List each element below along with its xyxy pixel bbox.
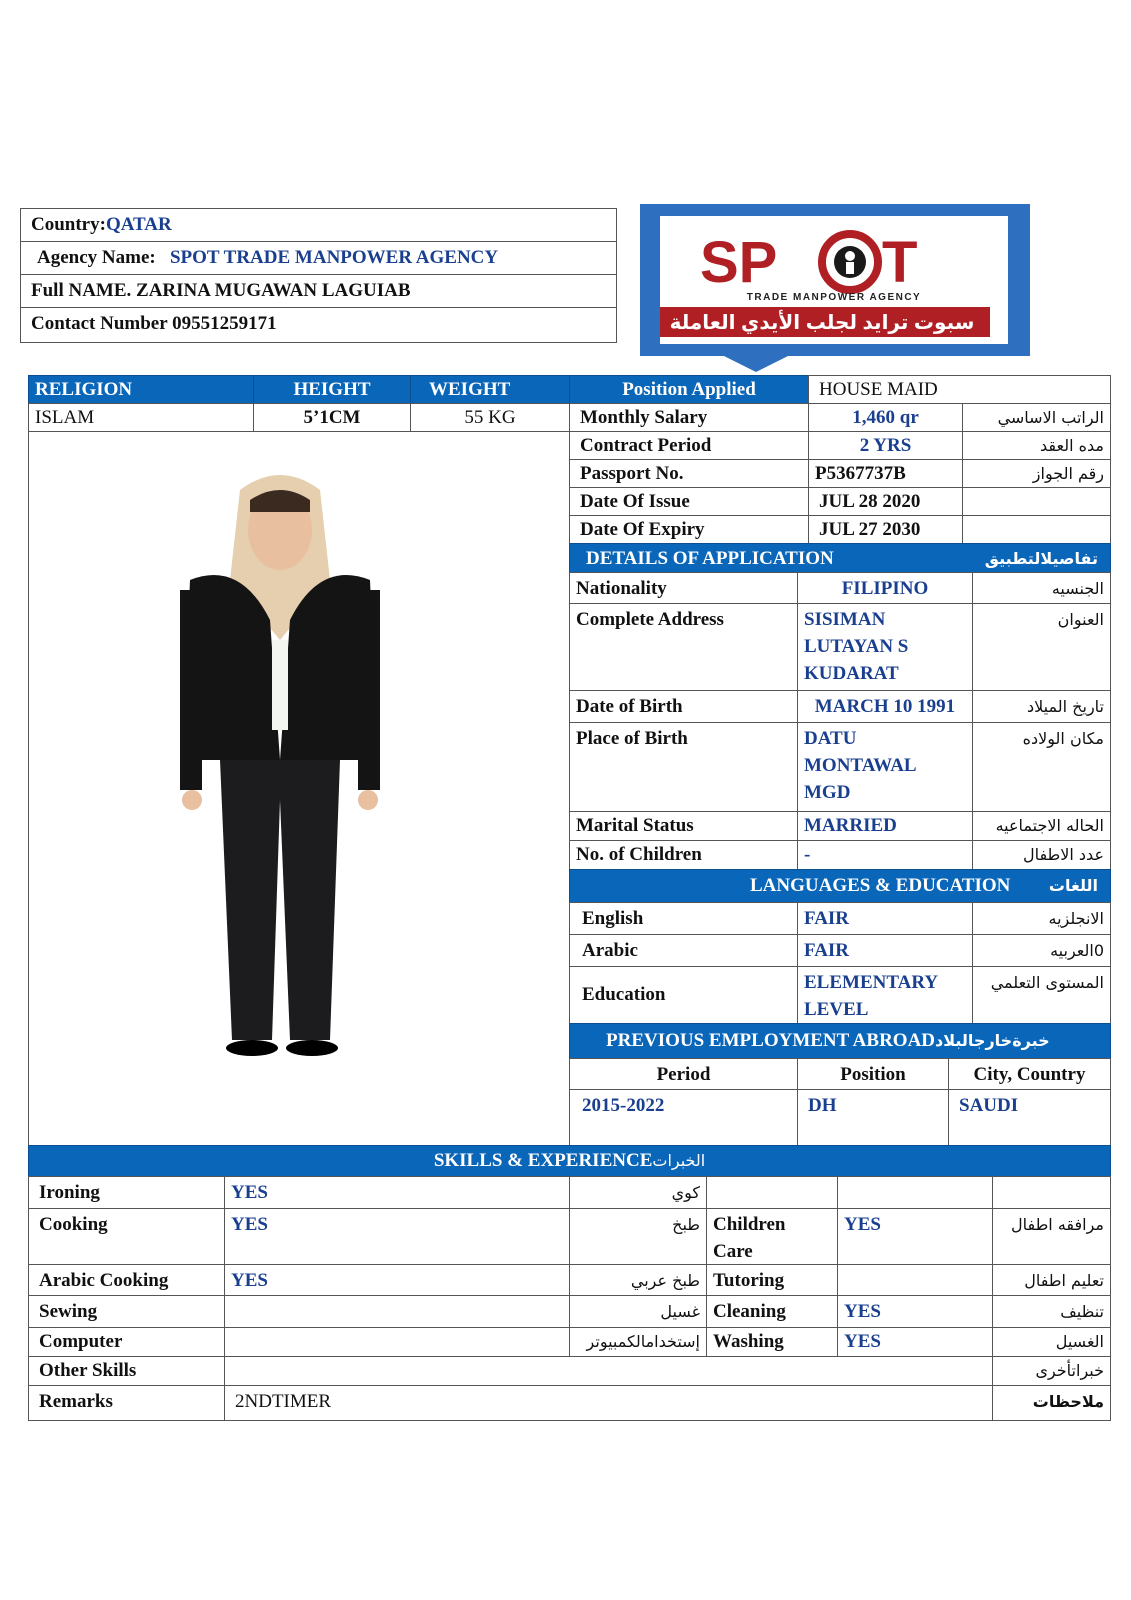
salary-label: Monthly Salary bbox=[569, 403, 809, 432]
skill-cooking-ar: طبخ bbox=[569, 1208, 707, 1265]
address-line-2: LUTAYAN S bbox=[804, 636, 909, 657]
skill-tutoring-label: Tutoring bbox=[706, 1264, 838, 1296]
applicant-figure bbox=[180, 470, 380, 1070]
address-line-1: SISIMAN bbox=[804, 609, 886, 630]
weight-header: WEIGHT bbox=[410, 375, 570, 404]
spot-logo bbox=[660, 216, 1008, 344]
education-line-1: ELEMENTARY bbox=[804, 972, 939, 993]
skill-computer-label: Computer bbox=[28, 1327, 225, 1357]
arabic-value: FAIR bbox=[797, 934, 973, 967]
issue-label: Date Of Issue bbox=[569, 487, 809, 516]
skill-ironing-label: Ironing bbox=[28, 1176, 225, 1209]
nationality-label: Nationality bbox=[569, 572, 798, 604]
languages-header bbox=[569, 869, 1111, 903]
skill-children-care-label-1: Children bbox=[713, 1214, 786, 1235]
address-value bbox=[797, 603, 973, 691]
fullname-label: Full NAME. bbox=[31, 280, 132, 301]
passport-value: P5367737B bbox=[808, 459, 963, 488]
passport-ar: رقم الجواز bbox=[962, 459, 1111, 488]
skill-arabic-cooking-value: YES bbox=[224, 1264, 570, 1296]
skill-cooking-label: Cooking bbox=[28, 1208, 225, 1265]
logo-panel bbox=[660, 216, 1008, 344]
marital-value: MARRIED bbox=[797, 811, 973, 841]
children-count-ar: عدد الاطفال bbox=[972, 840, 1111, 870]
skill-tutoring-value bbox=[837, 1264, 993, 1296]
address-line-3: KUDARAT bbox=[804, 663, 899, 684]
details-title-ar: تفاصيلالتطبيق bbox=[984, 549, 1098, 568]
skill-computer-value bbox=[224, 1327, 570, 1357]
skill-cleaning-label: Cleaning bbox=[706, 1295, 838, 1328]
skill-cleaning-ar: تنظيف bbox=[992, 1295, 1111, 1328]
address-label: Complete Address bbox=[569, 603, 798, 691]
skill-cleaning-value: YES bbox=[837, 1295, 993, 1328]
skill-sewing-value bbox=[224, 1295, 570, 1328]
weight-value: 55 KG bbox=[410, 403, 570, 432]
address-ar: العنوان bbox=[972, 603, 1111, 691]
employment-col-city: City, Country bbox=[948, 1058, 1111, 1090]
skill-blank-1b bbox=[837, 1176, 993, 1209]
skill-computer-ar: إستخدامالكمبيوتر bbox=[569, 1327, 707, 1357]
logo-brand-right: T bbox=[882, 230, 918, 295]
nationality-ar: الجنسيه bbox=[972, 572, 1111, 604]
religion-header: RELIGION bbox=[28, 375, 254, 404]
skill-tutoring-ar: تعليم اطفال bbox=[992, 1264, 1111, 1296]
skill-children-care-label bbox=[706, 1208, 838, 1265]
education-line-2: LEVEL bbox=[804, 999, 869, 1020]
height-value: 5’1CM bbox=[253, 403, 411, 432]
skill-ironing-ar: كوي bbox=[569, 1176, 707, 1209]
agency-row bbox=[20, 241, 617, 275]
employment-title: PREVIOUS EMPLOYMENT ABROAD bbox=[606, 1030, 936, 1051]
issue-value: JUL 28 2020 bbox=[808, 487, 963, 516]
contact-label: Contact Number bbox=[31, 313, 168, 334]
skill-cooking-value: YES bbox=[224, 1208, 570, 1265]
skill-washing-ar: الغسيل bbox=[992, 1327, 1111, 1357]
education-label: Education bbox=[569, 966, 798, 1024]
skill-blank-1c bbox=[992, 1176, 1111, 1209]
pob-ar: مكان الولاده bbox=[972, 722, 1111, 812]
employment-col-period: Period bbox=[569, 1058, 798, 1090]
skill-arabic-cooking-label: Arabic Cooking bbox=[28, 1264, 225, 1296]
skill-arabic-cooking-ar: طبخ عربي bbox=[569, 1264, 707, 1296]
salary-ar: الراتب الاساسي bbox=[962, 403, 1111, 432]
remarks-label: Remarks bbox=[28, 1385, 225, 1421]
expiry-ar bbox=[962, 515, 1111, 544]
logo-person-body bbox=[846, 262, 854, 274]
contact-value: 09551259171 bbox=[172, 313, 277, 334]
contract-ar: مده العقد bbox=[962, 431, 1111, 460]
passport-label: Passport No. bbox=[569, 459, 809, 488]
logo-arabic-text: سبوت ترايد لجلب الأيدي العاملة bbox=[669, 312, 975, 334]
languages-title: LANGUAGES & EDUCATION bbox=[750, 875, 1011, 896]
logo-callout-pointer bbox=[720, 354, 792, 372]
logo-brand-left: SP bbox=[700, 230, 778, 295]
contact-row bbox=[20, 307, 617, 343]
fullname-value: ZARINA MUGAWAN LAGUIAB bbox=[136, 280, 411, 301]
pob-line-2: MONTAWAL bbox=[804, 755, 917, 776]
dob-value: MARCH 10 1991 bbox=[797, 690, 973, 723]
fullname-row bbox=[20, 274, 617, 308]
nationality-value: FILIPINO bbox=[797, 572, 973, 604]
skill-washing-label: Washing bbox=[706, 1327, 838, 1357]
height-header: HEIGHT bbox=[253, 375, 411, 404]
details-header bbox=[569, 543, 1111, 573]
pob-line-1: DATU bbox=[804, 728, 857, 749]
logo-person-head bbox=[845, 251, 855, 261]
issue-ar bbox=[962, 487, 1111, 516]
details-title: DETAILS OF APPLICATION bbox=[586, 548, 834, 569]
agency-label: Agency Name: bbox=[37, 247, 156, 268]
skill-children-care-ar: مرافقه اطفال bbox=[992, 1208, 1111, 1265]
position-header: Position Applied bbox=[569, 375, 809, 404]
country-row bbox=[20, 208, 617, 242]
english-ar: الانجلزيه bbox=[972, 902, 1111, 935]
skill-children-care-value: YES bbox=[837, 1208, 993, 1265]
remarks-value: 2NDTIMER bbox=[224, 1385, 993, 1421]
children-count-value: - bbox=[797, 840, 973, 870]
logo-subtitle: TRADE MANPOWER AGENCY bbox=[746, 292, 922, 303]
skill-children-care-label-2: Care bbox=[713, 1241, 753, 1262]
pob-label: Place of Birth bbox=[569, 722, 798, 812]
salary-value: 1,460 qr bbox=[808, 403, 963, 432]
arabic-label: Arabic bbox=[569, 934, 798, 967]
other-skills-value bbox=[224, 1356, 993, 1386]
dob-ar: تاريخ الميلاد bbox=[972, 690, 1111, 723]
pob-line-3: MGD bbox=[804, 782, 851, 803]
skills-title: SKILLS & EXPERIENCE bbox=[433, 1150, 653, 1171]
other-skills-label: Other Skills bbox=[28, 1356, 225, 1386]
pob-value bbox=[797, 722, 973, 812]
employment-city: SAUDI bbox=[948, 1089, 1111, 1146]
skill-ironing-value: YES bbox=[224, 1176, 570, 1209]
employment-header bbox=[569, 1023, 1111, 1059]
skill-washing-value: YES bbox=[837, 1327, 993, 1357]
education-value bbox=[797, 966, 973, 1024]
religion-value: ISLAM bbox=[28, 403, 254, 432]
skill-blank-1a bbox=[706, 1176, 838, 1209]
employment-period: 2015-2022 bbox=[569, 1089, 798, 1146]
other-skills-ar: خبراتأخرى bbox=[992, 1356, 1111, 1386]
remarks-ar: ملاحظات bbox=[992, 1385, 1111, 1421]
skill-sewing-label: Sewing bbox=[28, 1295, 225, 1328]
expiry-value: JUL 27 2030 bbox=[808, 515, 963, 544]
employment-title-ar: خبرةخارجالبلاد bbox=[935, 1031, 1050, 1050]
dob-label: Date of Birth bbox=[569, 690, 798, 723]
skill-sewing-ar: غسيل bbox=[569, 1295, 707, 1328]
contract-label: Contract Period bbox=[569, 431, 809, 460]
english-value: FAIR bbox=[797, 902, 973, 935]
employment-position: DH bbox=[797, 1089, 949, 1146]
marital-label: Marital Status bbox=[569, 811, 798, 841]
position-value: HOUSE MAID bbox=[808, 375, 1111, 404]
children-count-label: No. of Children bbox=[569, 840, 798, 870]
country-value: QATAR bbox=[105, 214, 172, 235]
contract-value: 2 YRS bbox=[808, 431, 963, 460]
arabic-ar: 0العربيه bbox=[972, 934, 1111, 967]
applicant-photo bbox=[180, 470, 380, 1070]
english-label: English bbox=[569, 902, 798, 935]
country-label: Country: bbox=[31, 214, 106, 235]
skills-title-ar: الخبرات bbox=[652, 1151, 706, 1170]
marital-ar: الحاله الاجتماعيه bbox=[972, 811, 1111, 841]
employment-col-position: Position bbox=[797, 1058, 949, 1090]
skills-header bbox=[28, 1145, 1111, 1177]
languages-title-ar: اللغات bbox=[1048, 876, 1098, 895]
education-ar: المستوى التعلمي bbox=[972, 966, 1111, 1024]
agency-value: SPOT TRADE MANPOWER AGENCY bbox=[169, 247, 499, 268]
expiry-label: Date Of Expiry bbox=[569, 515, 809, 544]
